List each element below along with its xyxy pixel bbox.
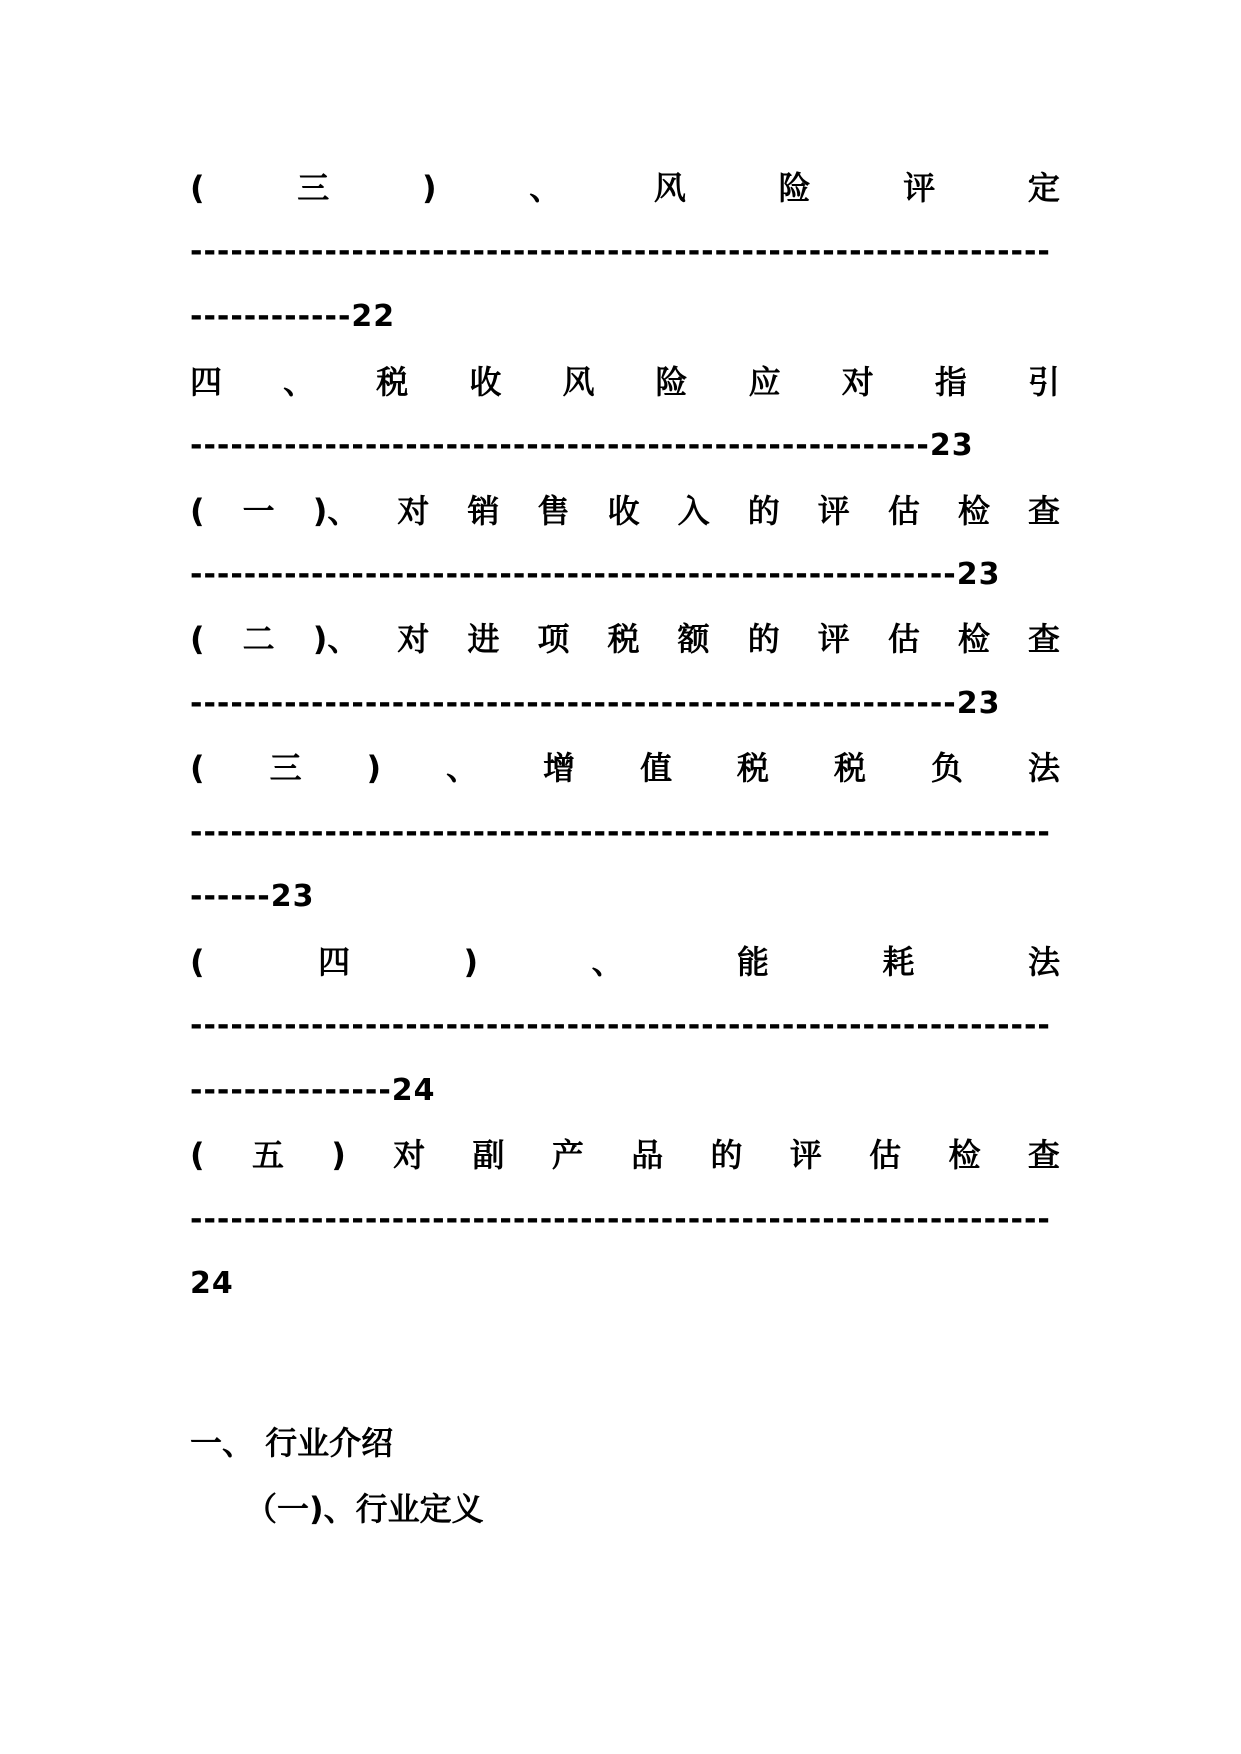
toc-char: 、	[446, 749, 479, 787]
toc-char: 收	[607, 492, 640, 530]
toc-char: 险	[778, 169, 811, 207]
toc-char: )、	[312, 620, 360, 658]
toc-page-number: ------23	[190, 879, 315, 914]
toc-entry-title	[190, 743, 1060, 793]
toc-char: 收	[469, 363, 502, 401]
toc-char: 险	[655, 363, 688, 401]
toc-char: 三	[269, 749, 302, 787]
toc-char: 法	[1027, 749, 1060, 787]
toc-char: (	[190, 749, 205, 787]
toc-char: 查	[1027, 1136, 1060, 1174]
toc-char: 估	[869, 1136, 902, 1174]
toc-char: 的	[710, 1136, 743, 1174]
toc-char: )	[331, 1136, 346, 1174]
toc-page-number: ---------------------------------------------------------23	[190, 686, 1001, 721]
toc-char: 评	[817, 492, 850, 530]
toc-page-number: ---------------24	[190, 1073, 436, 1108]
toc-char: 产	[551, 1136, 584, 1174]
toc-page-number: 24	[190, 1266, 234, 1301]
toc-char: 进	[467, 620, 500, 658]
toc-entry-title	[190, 163, 1060, 213]
toc-char: )、	[312, 492, 360, 530]
toc-char: 检	[957, 492, 990, 530]
toc-char: 风	[653, 169, 686, 207]
toc-char: 风	[562, 363, 595, 401]
toc-char: 增	[543, 749, 576, 787]
toc-char: 税	[737, 749, 770, 787]
toc-char: 的	[747, 492, 780, 530]
toc-leader: ----------------------------------------------------------------	[190, 1202, 1051, 1237]
toc-char: 能	[737, 943, 770, 981]
toc-char: 应	[748, 363, 781, 401]
toc-char: 税	[376, 363, 409, 401]
toc-char: 评	[817, 620, 850, 658]
toc-char: 指	[934, 363, 967, 401]
toc-leader: ----------------------------------------------------------------	[190, 815, 1051, 850]
toc-char: 税	[834, 749, 867, 787]
toc-char: 检	[957, 620, 990, 658]
toc-char: 对	[397, 620, 430, 658]
toc-entry-title	[190, 1130, 1060, 1180]
toc-page-number: ------------22	[190, 299, 396, 334]
toc-char: 定	[1027, 169, 1060, 207]
toc-char: 四	[318, 943, 351, 981]
toc-entry-title	[190, 357, 1060, 407]
toc-char: 对	[397, 492, 430, 530]
toc-char: 评	[789, 1136, 822, 1174]
toc-page-number: -------------------------------------------------------23	[190, 428, 974, 463]
toc-char: 值	[640, 749, 673, 787]
toc-char: 入	[677, 492, 710, 530]
toc-entry-title	[190, 614, 1060, 664]
toc-char: 查	[1027, 492, 1060, 530]
toc-char: 对	[393, 1136, 426, 1174]
toc-char: 品	[631, 1136, 664, 1174]
toc-char: 三	[297, 169, 330, 207]
toc-char: (	[190, 943, 205, 981]
toc-char: 估	[887, 620, 920, 658]
toc-char: 售	[537, 492, 570, 530]
toc-char: 销	[467, 492, 500, 530]
toc-char: (	[190, 620, 205, 658]
toc-char: 二	[242, 620, 275, 658]
toc-char: 、	[591, 943, 624, 981]
toc-char: 引	[1027, 363, 1060, 401]
toc-char: 项	[537, 620, 570, 658]
toc-char: 评	[903, 169, 936, 207]
toc-char: 对	[841, 363, 874, 401]
toc-char: (	[190, 169, 205, 207]
toc-char: 额	[677, 620, 710, 658]
toc-leader: ----------------------------------------------------------------	[190, 1008, 1051, 1043]
toc-char: 的	[747, 620, 780, 658]
toc-entry-title	[190, 937, 1060, 987]
toc-char: 、	[529, 169, 562, 207]
toc-char: 一	[242, 492, 275, 530]
toc-char: 五	[251, 1136, 284, 1174]
toc-char: (	[190, 492, 205, 530]
section-title: 一、 行业介绍	[190, 1424, 394, 1462]
toc-char: 查	[1027, 620, 1060, 658]
toc-char: )	[421, 169, 437, 207]
toc-char: )	[366, 749, 382, 787]
toc-leader: ----------------------------------------------------------------	[190, 234, 1051, 269]
toc-char: )	[463, 943, 479, 981]
toc-char: 四	[190, 363, 223, 401]
toc-char: (	[190, 1136, 205, 1174]
toc-char: 税	[607, 620, 640, 658]
toc-char: 估	[887, 492, 920, 530]
toc-page-number: ---------------------------------------------------------23	[190, 557, 1001, 592]
section-subtitle: （一)、行业定义	[245, 1490, 484, 1528]
toc-char: 耗	[882, 943, 915, 981]
toc-char: 检	[948, 1136, 981, 1174]
toc-entry-title	[190, 486, 1060, 536]
toc-char: 、	[283, 363, 316, 401]
toc-char: 副	[472, 1136, 505, 1174]
toc-char: 负	[930, 749, 963, 787]
toc-char: 法	[1027, 943, 1060, 981]
